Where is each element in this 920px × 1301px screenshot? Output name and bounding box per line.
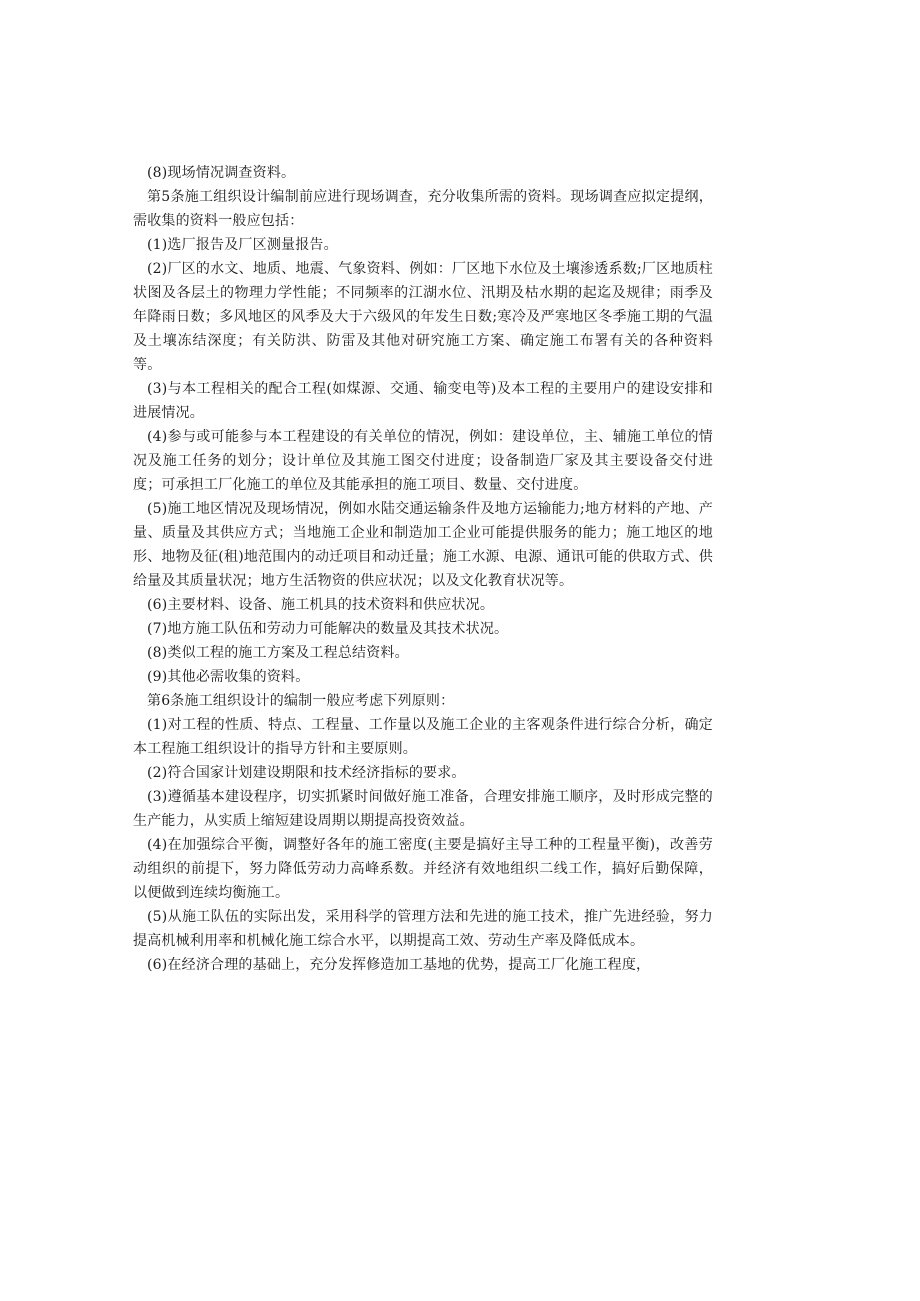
paragraph: (9)其他必需收集的资料。: [147, 669, 310, 685]
paragraph: (6)在经济合理的基础上，充分发挥修造加工基地的优势，提高工厂化施工程度，: [147, 957, 651, 973]
paragraph: (5)施工地区情况及现场情况，例如水陆交通运输条件及地方运输能力;地方材料的产地、产量、质量及其供应方式；当地施工企业和制造加工企业可能提供服务的能力；施工地区的地形、地物及征(租)地范围内的动迁项目和动迁量；施工水源、电源、通讯可能的供取方式、供给量及其质量状况；地方生活物资的供应状况；以及文化教育状况等。: [133, 501, 713, 589]
paragraph: (8)类似工程的施工方案及工程总结资料。: [147, 645, 409, 661]
paragraph: (2)符合国家计划建设期限和技术经济指标的要求。: [147, 765, 466, 781]
paragraph: 第6条施工组织设计的编制一般应考虑下列原则：: [147, 693, 455, 709]
paragraph: 第5条施工组织设计编制前应进行现场调查，充分收集所需的资料。现场调查应拟定提纲，需收集的资料一般应包括：: [133, 189, 713, 229]
paragraph: (2)厂区的水文、地质、地震、气象资料、例如：厂区地下水位及土壤渗透系数;厂区地质柱状图及各层土的物理力学性能；不同频率的江湖水位、汛期及枯水期的起迄及规律；雨季及年降雨日数；多风地区的风季及大于六级风的年发生日数;寒冷及严寒地区冬季施工期的气温及土壤冻结深度；有关防洪、防雷及其他对研究施工方案、确定施工布署有关的各种资料等。: [133, 261, 713, 373]
paragraph: (1)选厂报告及厂区测量报告。: [147, 237, 338, 253]
paragraph: (4)在加强综合平衡，调整好各年的施工密度(主要是搞好主导工种的工程量平衡)，改善劳动组织的前提下，努力降低劳动力高峰系数。并经济有效地组织二线工作，搞好后勤保障，以便做到连续均衡施工。: [133, 837, 713, 901]
document-body: [133, 161, 713, 977]
paragraph: (4)参与或可能参与本工程建设的有关单位的情况，例如：建设单位，主、辅施工单位的情况及施工任务的划分；设计单位及其施工图交付进度；设备制造厂家及其主要设备交付进度；可承担工厂化施工的单位及其能承担的施工项目、数量、交付进度。: [133, 429, 713, 493]
paragraph: (6)主要材料、设备、施工机具的技术资料和供应状况。: [147, 597, 495, 613]
paragraph: (3)与本工程相关的配合工程(如煤源、交通、输变电等)及本工程的主要用户的建设安排和进展情况。: [133, 381, 713, 421]
paragraph: (7)地方施工队伍和劳动力可能解决的数量及其技术状况。: [147, 621, 509, 637]
paragraph: (1)对工程的性质、特点、工程量、工作量以及施工企业的主客观条件进行综合分析，确定本工程施工组织设计的指导方针和主要原则。: [133, 717, 713, 757]
paragraph: (8)现场情况调查资料。: [147, 165, 296, 181]
paragraph: (5)从施工队伍的实际出发，采用科学的管理方法和先进的施工技术，推广先进经验，努力提高机械利用率和机械化施工综合水平，以期提高工效、劳动生产率及降低成本。: [133, 909, 713, 949]
paragraph: (3)遵循基本建设程序，切实抓紧时间做好施工准备，合理安排施工顺序，及时形成完整的生产能力，从实质上缩短建设周期以期提高投资效益。: [133, 789, 713, 829]
